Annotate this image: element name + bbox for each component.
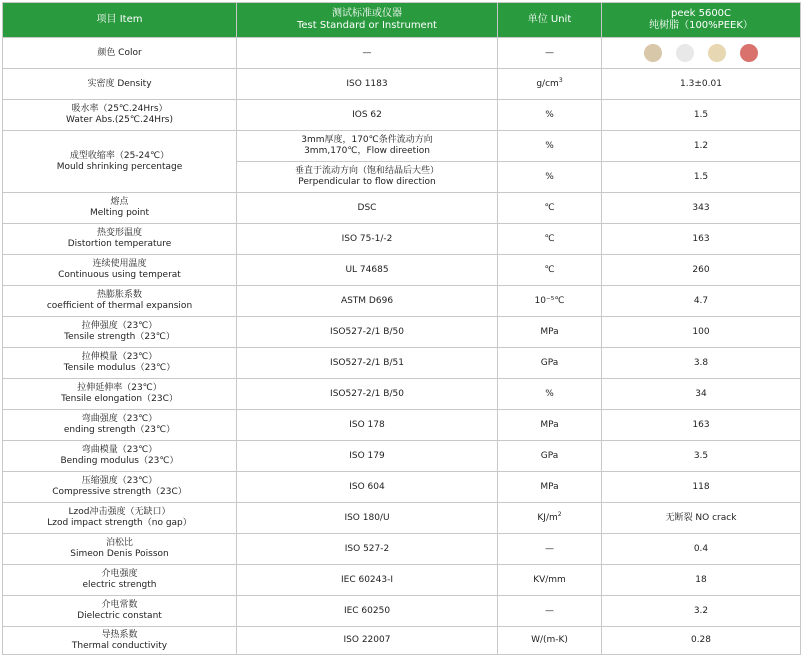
text-line: Water Abs.(25℃.24Hrs) [66,115,173,125]
value: 163 [602,224,801,255]
unit-text: W/(m-K) [531,635,568,645]
color-swatch [676,44,694,62]
text-line: Compressive strength（23C） [52,487,187,497]
unit [498,472,602,503]
text-line: ISO 1183 [346,78,388,89]
text-line: Simeon Denis Poisson [70,549,169,559]
unit [498,410,602,441]
test-standard [237,472,498,503]
value: 1.2 [602,131,801,162]
text-line: Distortion temperature [67,239,172,249]
table-row [3,348,801,379]
test-standard [237,224,498,255]
text-line: 介电强度 [101,569,138,579]
property-name [3,472,237,503]
text-line: ASTM D696 [340,295,394,306]
table-row [3,379,801,410]
table-row [3,503,801,534]
color-row [3,38,801,69]
test-standard [237,255,498,286]
property-name [3,379,237,410]
property-name [3,69,237,100]
property-name [3,131,237,193]
unit-text: KV/mm [533,574,566,585]
text-line: coefficient of thermal expansion [46,301,193,311]
unit-text: — [545,605,554,616]
table-row [3,255,801,286]
test-standard [237,441,498,472]
text-line: 连续使用温度 [92,259,147,269]
text-line: 泊松比 [105,538,133,548]
unit [498,627,602,655]
unit [498,100,602,131]
text-line: Perpendicular to flow direction [298,177,436,187]
table-row [3,317,801,348]
text-line: 拉伸延伸率（23℃） [77,383,162,393]
value: 1.3±0.01 [602,69,801,100]
text-line: ISO527-2/1 B/50 [330,326,404,337]
unit-text: MPa [540,326,559,337]
unit-text: ℃ [544,202,555,213]
text-line: electric strength [82,580,157,590]
text-line: Tensile elongation（23C） [61,394,178,404]
text-line: 3mm,170℃，Flow direetion [304,146,430,156]
test-standard [237,596,498,627]
property-name [3,441,237,472]
unit [498,348,602,379]
table-row [3,131,801,162]
test-standard [237,193,498,224]
text-line: 垂直于流动方向（饱和结晶后大些） [294,166,439,176]
text-line: 热变形温度 [96,228,142,238]
text-line: IOS 62 [352,109,382,120]
unit [498,503,602,534]
test-standard [237,131,498,162]
text-line: ISO 180/U [344,512,390,523]
color-swatch [740,44,758,62]
text-line: 实密度 Density [87,78,152,89]
value: 34 [602,379,801,410]
unit [498,317,602,348]
unit-text: — [545,543,554,554]
test-standard [237,348,498,379]
test-standard [237,69,498,100]
text-line: ISO527-2/1 B/51 [330,357,404,368]
value: 无断裂 NO crack [602,503,801,534]
text-line: Thermal conductivity [71,640,168,651]
value: 3.8 [602,348,801,379]
value: 0.4 [602,534,801,565]
table-row [3,534,801,565]
value: 18 [602,565,801,596]
table-row [3,69,801,100]
value: 343 [602,193,801,224]
text-line: ISO 179 [349,450,385,461]
unit-text: GPa [540,450,559,461]
table-row [3,441,801,472]
text-line: Mould shrinking percentage [56,161,183,172]
text-line: IEC 60243-I [340,574,394,585]
text-line: ISO 604 [349,481,385,492]
unit-text: 10⁻⁵℃ [534,295,565,306]
text-line: Continuous using temperat [58,270,181,280]
value: 1.5 [602,100,801,131]
table-row [3,286,801,317]
property-name [3,193,237,224]
text-line: ISO527-2/1 B/50 [330,388,404,399]
text-line: 3mm厚度，170℃条件流动方向 [301,135,433,145]
text-line: 弯曲强度（23℃） [81,414,158,424]
text-line: Tensile strength（23℃） [64,332,175,342]
color-swatch [708,44,726,62]
text-line: ISO 527-2 [344,543,390,554]
unit [498,69,602,100]
test-standard [237,503,498,534]
text-line: 热膨胀系数 [96,290,142,300]
property-name [3,317,237,348]
property-name [3,224,237,255]
header-unit: 单位 Unit [498,3,602,38]
color-swatches [602,38,801,69]
table-row [3,627,801,655]
unit-text: % [545,388,554,399]
unit [498,596,602,627]
text-line: IEC 60250 [343,605,391,616]
property-name [3,596,237,627]
table-body [3,38,801,655]
text-line: Dielectric constant [77,611,162,621]
property-name [3,348,237,379]
unit: % [498,162,602,193]
text-line: 吸水率（25℃.24Hrs） [71,104,168,114]
text-line: ending strength（23℃） [63,425,176,435]
value: 100 [602,317,801,348]
unit-superscript: 3 [558,76,563,84]
test-standard: — [237,38,498,69]
unit [498,379,602,410]
property-name [3,255,237,286]
property-name [3,410,237,441]
unit: % [498,131,602,162]
test-standard [237,100,498,131]
text-line: 导热系数 [101,629,138,640]
unit [498,224,602,255]
text-line: 介电常数 [101,600,138,610]
property-name [3,503,237,534]
unit [498,193,602,224]
test-standard [237,317,498,348]
unit-text: KJ/m [537,512,558,523]
value: 260 [602,255,801,286]
text-line: Tensile modulus（23℃） [63,363,176,373]
value: 4.7 [602,286,801,317]
unit-text: ℃ [544,233,555,244]
test-standard [237,410,498,441]
value: 3.2 [602,596,801,627]
text-line: UL 74685 [345,264,389,275]
unit-text: % [545,109,554,120]
text-line: Bending modulus（23℃） [60,456,179,466]
text-line: 拉伸强度（23℃） [81,321,158,331]
color-swatch [644,44,662,62]
table-row [3,596,801,627]
property-name [3,286,237,317]
unit [498,565,602,596]
unit-text: MPa [540,419,559,430]
property-name [3,100,237,131]
table-row [3,100,801,131]
table-row [3,472,801,503]
table-row [3,193,801,224]
text-line: DSC [357,202,377,213]
table-row [3,224,801,255]
property-name [3,627,237,655]
table-row [3,410,801,441]
unit-superscript: 2 [557,510,562,518]
test-standard [237,534,498,565]
text-line: 拉伸模量（23℃） [81,352,158,362]
unit [498,441,602,472]
property-name: 颜色 Color [3,38,237,69]
unit-text: g/cm [536,78,559,89]
property-name [3,565,237,596]
value: 3.5 [602,441,801,472]
value: 1.5 [602,162,801,193]
text-line: Lzod impact strength（no gap） [47,518,192,528]
text-line: ISO 22007 [343,635,391,645]
unit-text: MPa [540,481,559,492]
header-grade: peek 5600C 纯树脂（100%PEEK） [602,3,801,38]
unit [498,534,602,565]
text-line: Melting point [89,208,150,218]
text-line: 弯曲模量（23℃） [81,445,158,455]
test-standard [237,565,498,596]
text-line: 熔点 [110,197,129,207]
spec-table [2,2,801,655]
value: 163 [602,410,801,441]
value: 118 [602,472,801,503]
test-standard [237,379,498,410]
value: 0.28 [602,627,801,655]
table-row [3,565,801,596]
text-line: ISO 178 [349,419,385,430]
header-item: 项目 Item [3,3,237,38]
header-row [3,3,801,38]
test-standard [237,286,498,317]
unit-text: ℃ [544,264,555,275]
test-standard [237,162,498,193]
text-line: ISO 75-1/-2 [341,233,393,244]
text-line: 压缩强度（23℃） [81,476,158,486]
unit-text: GPa [540,357,559,368]
unit: — [498,38,602,69]
text-line: 成型收缩率（25-24℃） [69,150,170,161]
test-standard [237,627,498,655]
property-name [3,534,237,565]
unit [498,255,602,286]
text-line: Lzod冲击强度（无缺口） [68,507,171,517]
unit [498,286,602,317]
header-standard: 测试标准或仪器 Test Standard or Instrument [237,3,498,38]
